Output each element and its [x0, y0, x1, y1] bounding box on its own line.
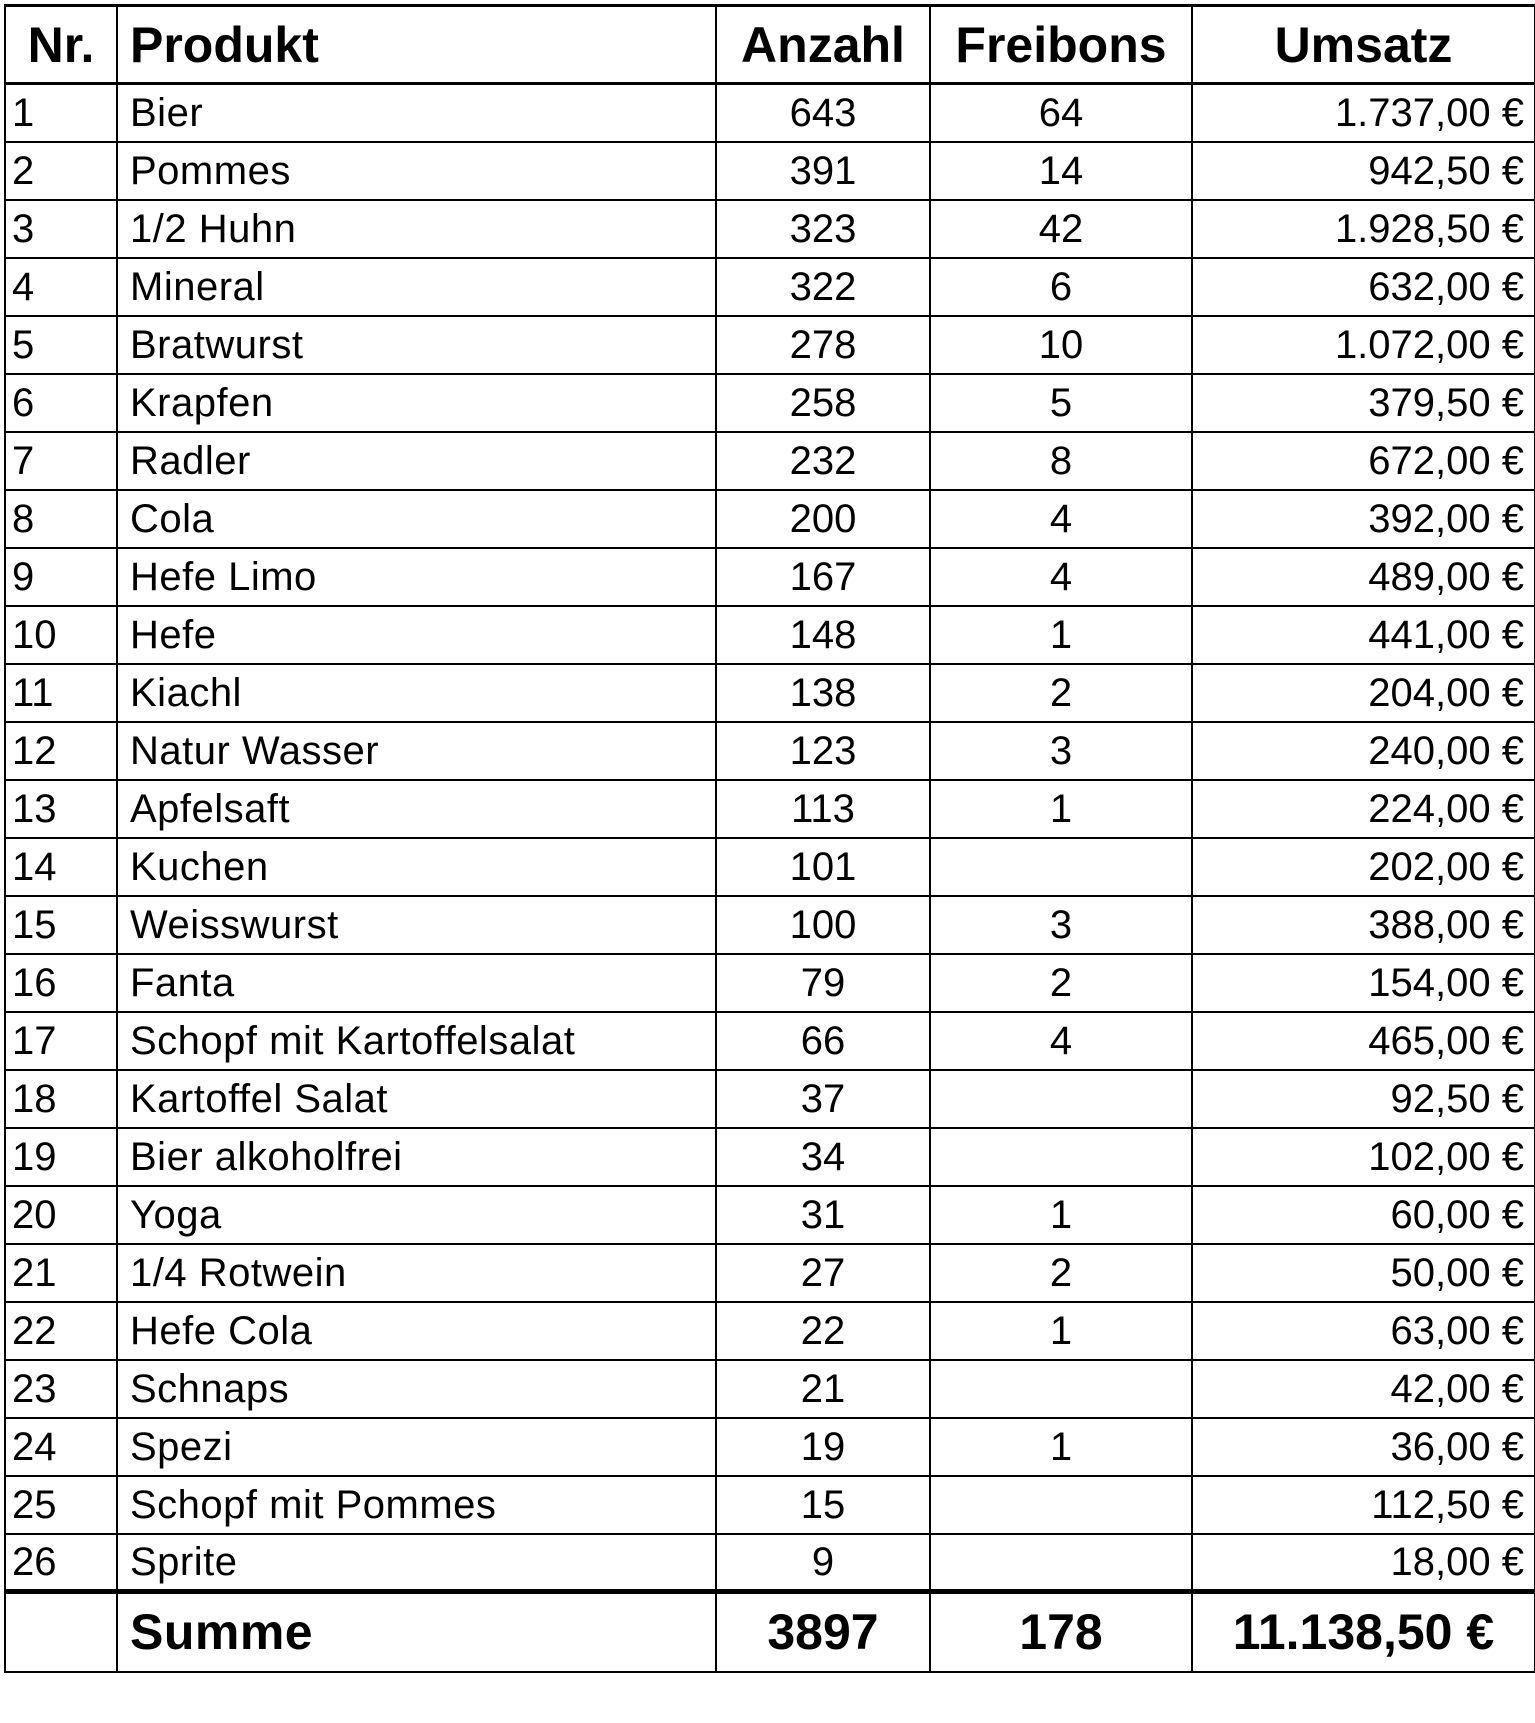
- cell-freibons: 1: [930, 1418, 1192, 1476]
- cell-nr: 10: [5, 606, 117, 664]
- cell-nr: 22: [5, 1302, 117, 1360]
- cell-produkt: Schnaps: [117, 1360, 716, 1418]
- cell-freibons: 2: [930, 664, 1192, 722]
- cell-anzahl: 113: [716, 780, 930, 838]
- cell-nr: 5: [5, 316, 117, 374]
- cell-umsatz: 63,00 €: [1192, 1302, 1535, 1360]
- cell-produkt: Bratwurst: [117, 316, 716, 374]
- cell-umsatz: 672,00 €: [1192, 432, 1535, 490]
- table-row: [5, 1534, 1535, 1592]
- cell-nr: 1: [5, 84, 117, 142]
- cell-anzahl: 22: [716, 1302, 930, 1360]
- cell-freibons: 3: [930, 896, 1192, 954]
- cell-freibons: [930, 1360, 1192, 1418]
- cell-umsatz: 388,00 €: [1192, 896, 1535, 954]
- cell-anzahl: 643: [716, 84, 930, 142]
- cell-produkt: Bier alkoholfrei: [117, 1128, 716, 1186]
- cell-nr: 11: [5, 664, 117, 722]
- table-row: [5, 780, 1535, 838]
- cell-anzahl: 232: [716, 432, 930, 490]
- header-anzahl: Anzahl: [716, 6, 930, 84]
- table-row: [5, 1070, 1535, 1128]
- table-row: [5, 1476, 1535, 1534]
- cell-anzahl: 278: [716, 316, 930, 374]
- cell-umsatz: 379,50 €: [1192, 374, 1535, 432]
- cell-umsatz: 392,00 €: [1192, 490, 1535, 548]
- cell-umsatz: 465,00 €: [1192, 1012, 1535, 1070]
- cell-anzahl: 37: [716, 1070, 930, 1128]
- cell-nr: 9: [5, 548, 117, 606]
- cell-freibons: 5: [930, 374, 1192, 432]
- cell-umsatz: 942,50 €: [1192, 142, 1535, 200]
- cell-umsatz: 240,00 €: [1192, 722, 1535, 780]
- cell-umsatz: 1.072,00 €: [1192, 316, 1535, 374]
- cell-nr: 4: [5, 258, 117, 316]
- cell-freibons: 4: [930, 548, 1192, 606]
- cell-nr: 20: [5, 1186, 117, 1244]
- cell-umsatz: 224,00 €: [1192, 780, 1535, 838]
- table-row: [5, 838, 1535, 896]
- cell-produkt: Kartoffel Salat: [117, 1070, 716, 1128]
- table-row: [5, 606, 1535, 664]
- cell-umsatz: 112,50 €: [1192, 1476, 1535, 1534]
- cell-freibons: 10: [930, 316, 1192, 374]
- cell-umsatz: 441,00 €: [1192, 606, 1535, 664]
- cell-anzahl: 123: [716, 722, 930, 780]
- cell-freibons: 1: [930, 1186, 1192, 1244]
- cell-nr: 17: [5, 1012, 117, 1070]
- cell-nr: 3: [5, 200, 117, 258]
- cell-produkt: Bier: [117, 84, 716, 142]
- summary-anzahl: 3897: [716, 1592, 930, 1672]
- cell-freibons: 3: [930, 722, 1192, 780]
- table-row: [5, 1360, 1535, 1418]
- cell-produkt: Kuchen: [117, 838, 716, 896]
- cell-produkt: Sprite: [117, 1534, 716, 1592]
- cell-anzahl: 200: [716, 490, 930, 548]
- cell-produkt: Yoga: [117, 1186, 716, 1244]
- cell-nr: 16: [5, 954, 117, 1012]
- cell-anzahl: 391: [716, 142, 930, 200]
- cell-freibons: 4: [930, 1012, 1192, 1070]
- cell-nr: 19: [5, 1128, 117, 1186]
- cell-nr: 23: [5, 1360, 117, 1418]
- cell-anzahl: 148: [716, 606, 930, 664]
- table-row: [5, 490, 1535, 548]
- cell-anzahl: 79: [716, 954, 930, 1012]
- cell-anzahl: 323: [716, 200, 930, 258]
- cell-produkt: Hefe: [117, 606, 716, 664]
- cell-produkt: 1/2 Huhn: [117, 200, 716, 258]
- cell-produkt: Cola: [117, 490, 716, 548]
- cell-umsatz: 1.737,00 €: [1192, 84, 1535, 142]
- table-row: [5, 84, 1535, 142]
- table-row: [5, 1128, 1535, 1186]
- cell-freibons: [930, 1534, 1192, 1592]
- header-freibons: Freibons: [930, 6, 1192, 84]
- table-row: [5, 664, 1535, 722]
- cell-anzahl: 258: [716, 374, 930, 432]
- cell-anzahl: 100: [716, 896, 930, 954]
- cell-freibons: 1: [930, 1302, 1192, 1360]
- cell-produkt: Hefe Cola: [117, 1302, 716, 1360]
- table-row: [5, 1012, 1535, 1070]
- cell-freibons: [930, 1070, 1192, 1128]
- cell-freibons: [930, 838, 1192, 896]
- cell-produkt: Kiachl: [117, 664, 716, 722]
- cell-nr: 2: [5, 142, 117, 200]
- cell-umsatz: 202,00 €: [1192, 838, 1535, 896]
- cell-umsatz: 204,00 €: [1192, 664, 1535, 722]
- cell-freibons: [930, 1128, 1192, 1186]
- summary-umsatz: 11.138,50 €: [1192, 1592, 1535, 1672]
- cell-produkt: Hefe Limo: [117, 548, 716, 606]
- cell-nr: 21: [5, 1244, 117, 1302]
- sales-table: [4, 4, 1535, 1673]
- cell-produkt: Fanta: [117, 954, 716, 1012]
- cell-anzahl: 15: [716, 1476, 930, 1534]
- cell-umsatz: 92,50 €: [1192, 1070, 1535, 1128]
- cell-freibons: 1: [930, 780, 1192, 838]
- cell-freibons: 6: [930, 258, 1192, 316]
- cell-produkt: Natur Wasser: [117, 722, 716, 780]
- cell-nr: 8: [5, 490, 117, 548]
- cell-anzahl: 66: [716, 1012, 930, 1070]
- cell-freibons: 1: [930, 606, 1192, 664]
- cell-freibons: 2: [930, 1244, 1192, 1302]
- cell-anzahl: 9: [716, 1534, 930, 1592]
- cell-umsatz: 154,00 €: [1192, 954, 1535, 1012]
- cell-produkt: Krapfen: [117, 374, 716, 432]
- cell-nr: 6: [5, 374, 117, 432]
- cell-umsatz: 60,00 €: [1192, 1186, 1535, 1244]
- cell-umsatz: 50,00 €: [1192, 1244, 1535, 1302]
- cell-nr: 18: [5, 1070, 117, 1128]
- cell-produkt: Spezi: [117, 1418, 716, 1476]
- cell-freibons: 4: [930, 490, 1192, 548]
- cell-nr: 25: [5, 1476, 117, 1534]
- cell-anzahl: 27: [716, 1244, 930, 1302]
- cell-freibons: 14: [930, 142, 1192, 200]
- cell-anzahl: 138: [716, 664, 930, 722]
- summary-row: [5, 1592, 1535, 1672]
- cell-anzahl: 34: [716, 1128, 930, 1186]
- cell-anzahl: 101: [716, 838, 930, 896]
- header-produkt: Produkt: [117, 6, 716, 84]
- table-row: [5, 954, 1535, 1012]
- header-row: [5, 6, 1535, 84]
- cell-umsatz: 1.928,50 €: [1192, 200, 1535, 258]
- table-row: [5, 548, 1535, 606]
- cell-produkt: Mineral: [117, 258, 716, 316]
- table-row: [5, 722, 1535, 780]
- table-row: [5, 432, 1535, 490]
- cell-produkt: 1/4 Rotwein: [117, 1244, 716, 1302]
- cell-umsatz: 489,00 €: [1192, 548, 1535, 606]
- cell-umsatz: 42,00 €: [1192, 1360, 1535, 1418]
- table-row: [5, 258, 1535, 316]
- cell-umsatz: 632,00 €: [1192, 258, 1535, 316]
- summary-nr-cell: [5, 1592, 117, 1672]
- cell-umsatz: 36,00 €: [1192, 1418, 1535, 1476]
- cell-umsatz: 102,00 €: [1192, 1128, 1535, 1186]
- cell-anzahl: 31: [716, 1186, 930, 1244]
- summary-label: Summe: [117, 1592, 716, 1672]
- summary-freibons: 178: [930, 1592, 1192, 1672]
- header-umsatz: Umsatz: [1192, 6, 1535, 84]
- cell-anzahl: 19: [716, 1418, 930, 1476]
- table-row: [5, 1186, 1535, 1244]
- cell-produkt: Weisswurst: [117, 896, 716, 954]
- cell-freibons: [930, 1476, 1192, 1534]
- cell-nr: 24: [5, 1418, 117, 1476]
- cell-anzahl: 21: [716, 1360, 930, 1418]
- table-row: [5, 374, 1535, 432]
- table-row: [5, 142, 1535, 200]
- cell-anzahl: 167: [716, 548, 930, 606]
- table-row: [5, 316, 1535, 374]
- cell-nr: 13: [5, 780, 117, 838]
- table-row: [5, 1418, 1535, 1476]
- table-row: [5, 200, 1535, 258]
- table-row: [5, 896, 1535, 954]
- cell-umsatz: 18,00 €: [1192, 1534, 1535, 1592]
- cell-freibons: 2: [930, 954, 1192, 1012]
- cell-nr: 15: [5, 896, 117, 954]
- cell-nr: 14: [5, 838, 117, 896]
- cell-freibons: 8: [930, 432, 1192, 490]
- cell-nr: 12: [5, 722, 117, 780]
- header-nr: Nr.: [5, 6, 117, 84]
- cell-anzahl: 322: [716, 258, 930, 316]
- cell-produkt: Apfelsaft: [117, 780, 716, 838]
- table-body: [5, 84, 1535, 1592]
- cell-freibons: 64: [930, 84, 1192, 142]
- cell-produkt: Radler: [117, 432, 716, 490]
- table-row: [5, 1302, 1535, 1360]
- cell-nr: 7: [5, 432, 117, 490]
- cell-nr: 26: [5, 1534, 117, 1592]
- cell-produkt: Schopf mit Pommes: [117, 1476, 716, 1534]
- cell-produkt: Schopf mit Kartoffelsalat: [117, 1012, 716, 1070]
- cell-freibons: 42: [930, 200, 1192, 258]
- cell-produkt: Pommes: [117, 142, 716, 200]
- table-row: [5, 1244, 1535, 1302]
